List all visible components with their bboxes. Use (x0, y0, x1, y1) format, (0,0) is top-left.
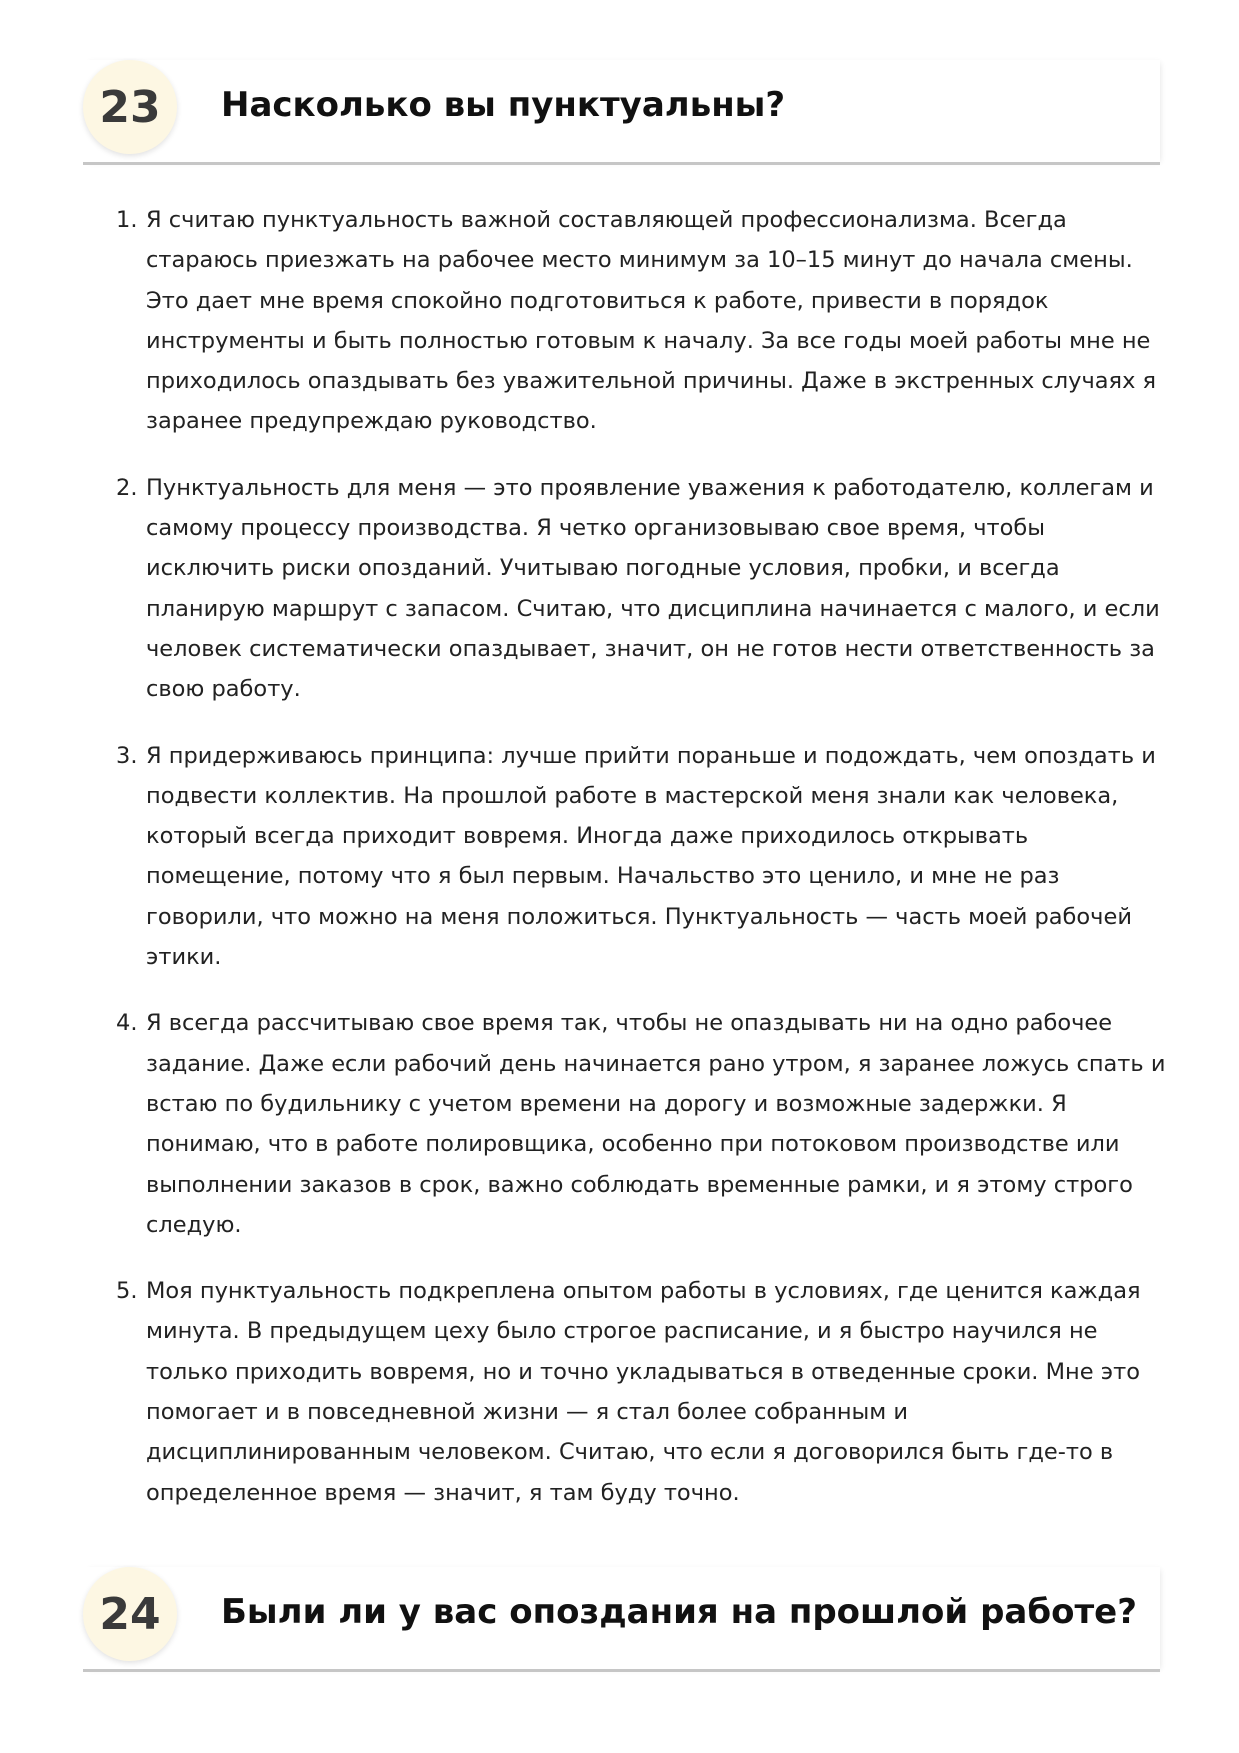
answer-list (116, 200, 1166, 1539)
question-title: Были ли у вас опоздания на прошлой работе? (221, 1592, 1137, 1632)
answer-item (116, 1271, 1166, 1513)
answer-item (116, 736, 1166, 978)
answer-text: Пунктуальность для меня — это проявление уважения к работодателю, коллегам и самому процессу производства. Я четко организовываю свое время, чтобы исключить риски опозданий. Учитываю погодные условия, пробки, и всегда планирую маршрут с запасом. Считаю, что дисциплина начинается с малого, и если человек систематически опаздывает, значит, он не готов нести ответственность за свою работу. (146, 474, 1160, 703)
answer-number: 1. (116, 207, 138, 233)
question-header (83, 60, 1160, 165)
answer-item (116, 468, 1166, 710)
answer-number: 4. (116, 1010, 138, 1037)
question-number-badge: 23 (83, 60, 177, 154)
answer-number: 2. (116, 474, 138, 501)
answer-text: Я придерживаюсь принципа: лучше прийти пораньше и подождать, чем опоздать и подвести коллектив. На прошлой работе в мастерской меня знали как человека, который всегда приходит вовремя. Иногда даже приходилось открывать помещение, потому что я был первым. Начальство это ценило, и мне не раз говорили, что можно на меня положиться. Пунктуальность — часть моей рабочей этики. (146, 742, 1156, 971)
question-title: Насколько вы пунктуальны? (221, 85, 786, 125)
answer-item (116, 1003, 1166, 1245)
answer-number: 5. (116, 1278, 138, 1305)
question-number-badge: 24 (83, 1567, 177, 1661)
answer-text: Моя пунктуальность подкреплена опытом работы в условиях, где ценится каждая минута. В предыдущем цеху было строгое расписание, и я быстро научился не только приходить вовремя, но и точно укладываться в отведенные сроки. Мне это помогает и в повседневной жизни — я стал более собранным и дисциплинированным человеком. Считаю, что если я договорился быть где-то в определенное время — значит, я там буду точно. (146, 1278, 1141, 1506)
answer-text: Я считаю пунктуальность важной составляющей профессионализма. Всегда стараюсь приезжать на рабочее место минимум за 10–15 минут до начала смены. Это дает мне время спокойно подготовиться к работе, привести в порядок инструменты и быть полностью готовым к началу. За все годы моей работы мне не приходилось опаздывать без уважительной причины. Даже в экстренных случаях я заранее предупреждаю руководство. (146, 207, 1157, 435)
question-header (83, 1567, 1160, 1672)
answer-number: 3. (116, 742, 138, 769)
answer-text: Я всегда рассчитываю свое время так, чтобы не опаздывать ни на одно рабочее задание. Даже если рабочий день начинается рано утром, я заранее ложусь спать и встаю по будильнику с учетом времени на дорогу и возможные задержки. Я понимаю, что в работе полировщика, особенно при потоковом производстве или выполнении заказов в срок, важно соблюдать временные рамки, и я этому строго следую. (146, 1010, 1166, 1238)
answer-item (116, 200, 1166, 442)
